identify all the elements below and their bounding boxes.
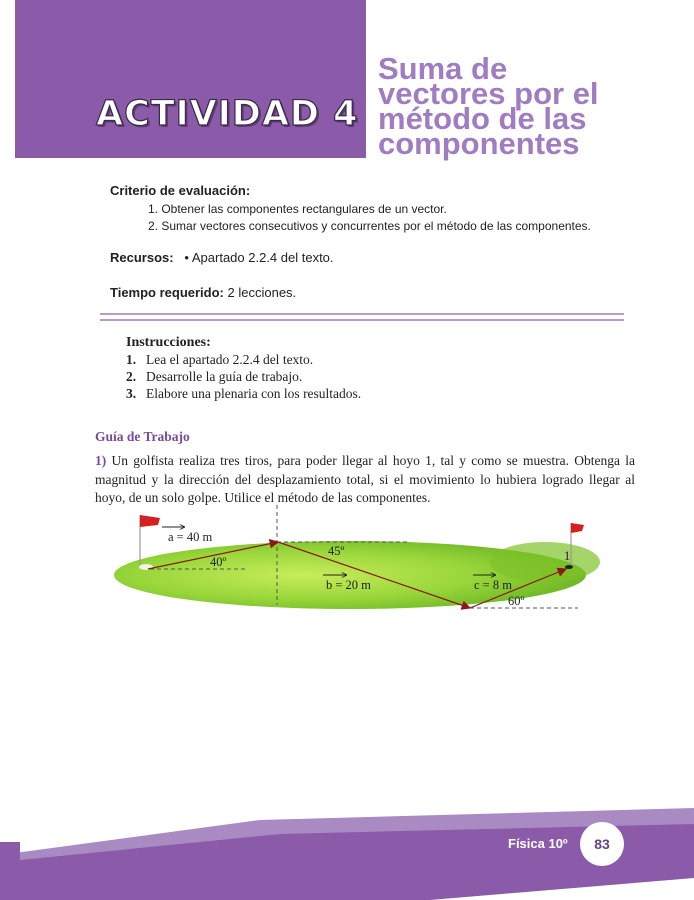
hole-icon <box>565 565 573 569</box>
hole-label: 1 <box>564 549 571 563</box>
problem-number: 1) <box>95 453 107 468</box>
vector-a-label: a = 40 m <box>168 530 213 544</box>
start-flag-icon <box>140 515 160 527</box>
angle-b-label: 45º <box>328 544 345 558</box>
golf-vector-figure <box>110 505 600 615</box>
problem-1 <box>95 452 635 508</box>
topic-title-line: vectores por el <box>378 76 599 111</box>
angle-c-label: 60º <box>508 594 525 608</box>
footer-corner <box>0 842 20 900</box>
hole-flag-icon <box>571 523 584 533</box>
time-label: Tiempo requerido: <box>110 285 224 300</box>
topic-title-line: método de las <box>378 101 587 136</box>
resources-label: Recursos: <box>110 250 174 265</box>
vector-b-label: b = 20 m <box>326 578 371 592</box>
instruction-item: 2. Desarrolle la guía de trabajo. <box>126 369 303 384</box>
activity-label: ACTIVIDAD 4 <box>96 94 359 134</box>
topic-title <box>378 51 678 161</box>
problem-text: Un golfista realiza tres tiros, para poder llegar al hoyo 1, tal y como se muestra. Obtenga la magnitud y la dirección del desplazamiento total, si el movimiento lo hubiera logrado llegar al hoyo, de un solo golpe. Utilice el método de las componentes. <box>95 453 636 505</box>
time-required <box>110 285 296 300</box>
divider <box>100 313 624 315</box>
page-number: 83 <box>580 822 624 866</box>
criteria-item: 2. Sumar vectores consecutivos y concurrentes por el método de las componentes. <box>148 219 591 233</box>
putting-green <box>490 542 600 582</box>
guide-title: Guía de Trabajo <box>95 429 190 444</box>
topic-title-line: Suma de <box>378 51 508 86</box>
divider <box>100 319 624 321</box>
vector-c-label: c = 8 m <box>474 578 512 592</box>
criteria-item: 1. Obtener las componentes rectangulares de un vector. <box>148 202 447 216</box>
instructions-title: Instrucciones: <box>126 335 211 350</box>
subject-label: Física 10º <box>508 836 568 851</box>
topic-title-line: componentes <box>378 126 580 161</box>
resources <box>110 250 334 265</box>
instruction-item: 3. Elabore una plenaria con los resultados. <box>126 386 362 401</box>
instruction-item: 1. Lea el apartado 2.2.4 del texto. <box>126 352 314 367</box>
header-band <box>15 0 366 158</box>
time-value: 2 lecciones. <box>227 285 297 300</box>
angle-a-label: 40º <box>210 555 227 569</box>
resources-value: • Apartado 2.2.4 del texto. <box>184 250 334 265</box>
criteria-label: Criterio de evaluación: <box>110 183 251 198</box>
